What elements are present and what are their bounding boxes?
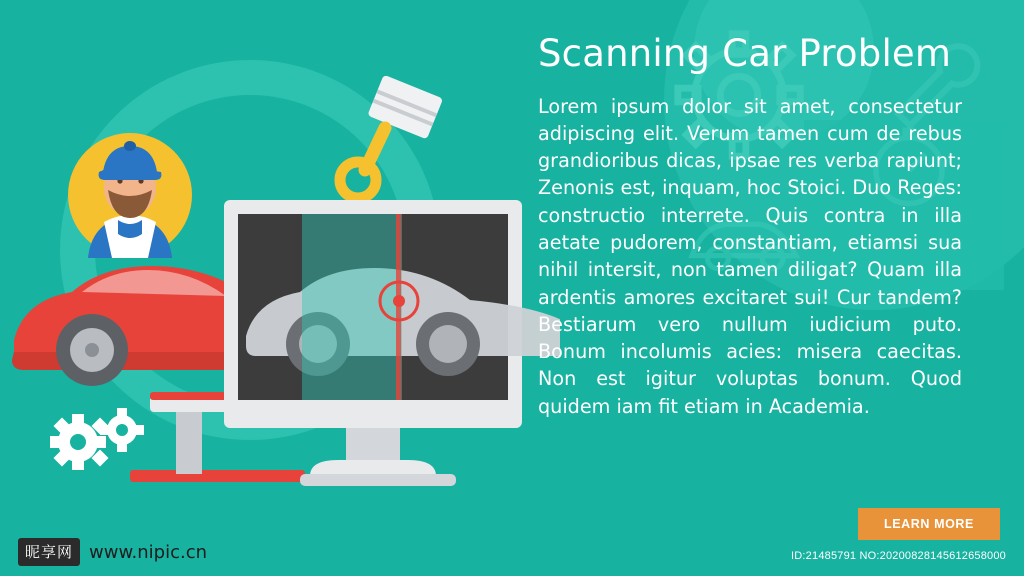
watermark-logo: 昵享网 <box>18 538 80 566</box>
text-column <box>538 34 962 420</box>
piston-icon <box>340 75 443 198</box>
body-paragraph: Lorem ipsum dolor sit amet, consectetur adipiscing elit. Verum tamen cum de rebus grandioribus dicas, ipsae res verba rapiunt; Zenonis est, inquam, hoc Stoici. Duo Reges: constructio interrete. Quis contra in illa aetate pudorem, constantiam, etiamsi sua nihil intersit, non tamen diligat? Quam illa ardentis amores excitaret sui! Cur tandem? Bestiarum vero nullum iudicium puto. Bonum incolumis acies: misera caecitas. Non est igitur voluptas bonum. Quod quidem iam fit etiam in Academia. <box>538 94 962 418</box>
page-title: Scanning Car Problem <box>538 32 952 75</box>
image-id-text: ID:21485791 NO:20200828145612658000 <box>791 550 1006 562</box>
gears-icon <box>50 408 144 470</box>
watermark <box>18 538 207 566</box>
learn-more-button[interactable]: LEARN MORE <box>858 508 1000 540</box>
mechanic-avatar <box>68 133 192 258</box>
watermark-url: www.nipic.cn <box>89 541 208 563</box>
diagnostic-monitor <box>224 200 560 486</box>
